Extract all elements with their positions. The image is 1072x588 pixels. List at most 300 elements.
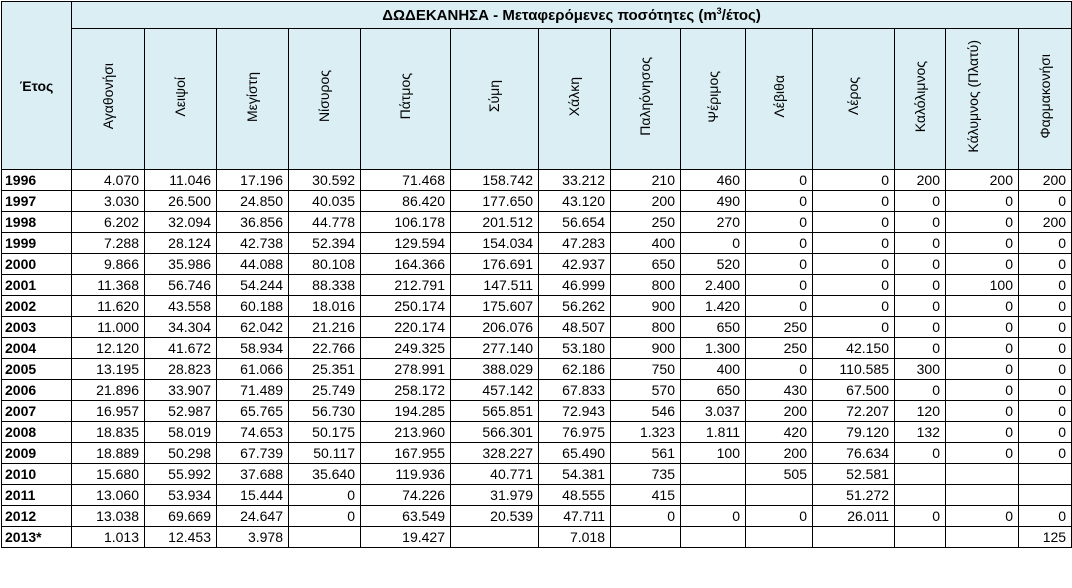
year-cell: 2005 bbox=[2, 359, 72, 380]
value-cell: 17.196 bbox=[217, 170, 289, 191]
value-cell: 0 bbox=[746, 254, 813, 275]
value-cell: 200 bbox=[746, 401, 813, 422]
table-row bbox=[2, 380, 1072, 401]
value-cell: 0 bbox=[946, 212, 1019, 233]
value-cell bbox=[1019, 464, 1072, 485]
value-cell bbox=[746, 485, 813, 506]
value-cell: 26.500 bbox=[145, 191, 217, 212]
value-cell bbox=[681, 527, 746, 548]
column-header: Λέρος bbox=[813, 29, 895, 170]
value-cell bbox=[895, 527, 946, 548]
value-cell: 0 bbox=[1019, 380, 1072, 401]
value-cell: 328.227 bbox=[451, 443, 539, 464]
value-cell: 60.188 bbox=[217, 296, 289, 317]
value-cell: 33.212 bbox=[539, 170, 611, 191]
value-cell: 74.226 bbox=[361, 485, 451, 506]
year-cell: 2010 bbox=[2, 464, 72, 485]
value-cell: 58.019 bbox=[145, 422, 217, 443]
value-cell: 154.034 bbox=[451, 233, 539, 254]
value-cell: 42.738 bbox=[217, 233, 289, 254]
value-cell: 0 bbox=[813, 296, 895, 317]
value-cell: 0 bbox=[895, 212, 946, 233]
table-row bbox=[2, 401, 1072, 422]
value-cell: 0 bbox=[895, 233, 946, 254]
year-cell: 1996 bbox=[2, 170, 72, 191]
value-cell bbox=[681, 464, 746, 485]
value-cell: 52.581 bbox=[813, 464, 895, 485]
value-cell: 15.680 bbox=[72, 464, 145, 485]
value-cell: 0 bbox=[746, 170, 813, 191]
value-cell: 200 bbox=[946, 170, 1019, 191]
value-cell: 0 bbox=[1019, 191, 1072, 212]
value-cell: 58.934 bbox=[217, 338, 289, 359]
value-cell: 0 bbox=[746, 212, 813, 233]
value-cell: 33.907 bbox=[145, 380, 217, 401]
table-row bbox=[2, 443, 1072, 464]
value-cell: 65.490 bbox=[539, 443, 611, 464]
value-cell: 44.778 bbox=[289, 212, 361, 233]
value-cell: 210 bbox=[611, 170, 681, 191]
value-cell: 43.120 bbox=[539, 191, 611, 212]
value-cell: 164.366 bbox=[361, 254, 451, 275]
value-cell: 67.833 bbox=[539, 380, 611, 401]
value-cell: 76.975 bbox=[539, 422, 611, 443]
value-cell: 56.654 bbox=[539, 212, 611, 233]
value-cell: 74.653 bbox=[217, 422, 289, 443]
value-cell: 0 bbox=[813, 191, 895, 212]
value-cell: 735 bbox=[611, 464, 681, 485]
table-row bbox=[2, 338, 1072, 359]
value-cell: 28.823 bbox=[145, 359, 217, 380]
value-cell: 9.866 bbox=[72, 254, 145, 275]
table-row bbox=[2, 233, 1072, 254]
value-cell: 50.175 bbox=[289, 422, 361, 443]
value-cell: 0 bbox=[946, 191, 1019, 212]
value-cell: 200 bbox=[1019, 212, 1072, 233]
value-cell: 52.987 bbox=[145, 401, 217, 422]
value-cell: 71.468 bbox=[361, 170, 451, 191]
value-cell: 67.739 bbox=[217, 443, 289, 464]
value-cell: 566.301 bbox=[451, 422, 539, 443]
value-cell: 0 bbox=[1019, 443, 1072, 464]
table-row bbox=[2, 422, 1072, 443]
year-cell: 1997 bbox=[2, 191, 72, 212]
value-cell: 650 bbox=[681, 380, 746, 401]
value-cell: 0 bbox=[895, 317, 946, 338]
value-cell bbox=[681, 485, 746, 506]
value-cell: 100 bbox=[681, 443, 746, 464]
value-cell: 200 bbox=[1019, 170, 1072, 191]
value-cell: 0 bbox=[895, 338, 946, 359]
column-header: Σύμη bbox=[451, 29, 539, 170]
value-cell: 13.195 bbox=[72, 359, 145, 380]
year-cell: 2012 bbox=[2, 506, 72, 527]
value-cell: 7.288 bbox=[72, 233, 145, 254]
value-cell: 0 bbox=[1019, 296, 1072, 317]
value-cell: 56.262 bbox=[539, 296, 611, 317]
value-cell: 460 bbox=[681, 170, 746, 191]
value-cell: 800 bbox=[611, 317, 681, 338]
value-cell: 0 bbox=[1019, 233, 1072, 254]
value-cell: 40.771 bbox=[451, 464, 539, 485]
value-cell: 3.037 bbox=[681, 401, 746, 422]
value-cell: 0 bbox=[746, 359, 813, 380]
value-cell: 0 bbox=[1019, 317, 1072, 338]
value-cell: 6.202 bbox=[72, 212, 145, 233]
value-cell: 72.943 bbox=[539, 401, 611, 422]
value-cell: 35.986 bbox=[145, 254, 217, 275]
value-cell: 0 bbox=[1019, 359, 1072, 380]
value-cell: 86.420 bbox=[361, 191, 451, 212]
column-header: Αγαθονήσι bbox=[72, 29, 145, 170]
value-cell: 52.394 bbox=[289, 233, 361, 254]
value-cell: 67.500 bbox=[813, 380, 895, 401]
value-cell: 88.338 bbox=[289, 275, 361, 296]
value-cell: 0 bbox=[946, 401, 1019, 422]
value-cell: 249.325 bbox=[361, 338, 451, 359]
value-cell bbox=[895, 485, 946, 506]
value-cell: 206.076 bbox=[451, 317, 539, 338]
value-cell: 0 bbox=[895, 275, 946, 296]
value-cell: 0 bbox=[946, 296, 1019, 317]
column-header: Πάτμος bbox=[361, 29, 451, 170]
value-cell bbox=[611, 527, 681, 548]
value-cell: 120 bbox=[895, 401, 946, 422]
value-cell: 50.298 bbox=[145, 443, 217, 464]
year-cell: 2007 bbox=[2, 401, 72, 422]
value-cell: 1.300 bbox=[681, 338, 746, 359]
table-row bbox=[2, 254, 1072, 275]
value-cell: 0 bbox=[746, 191, 813, 212]
value-cell: 7.018 bbox=[539, 527, 611, 548]
value-cell: 22.766 bbox=[289, 338, 361, 359]
value-cell: 110.585 bbox=[813, 359, 895, 380]
value-cell: 430 bbox=[746, 380, 813, 401]
value-cell bbox=[946, 485, 1019, 506]
value-cell: 0 bbox=[681, 233, 746, 254]
year-cell: 1999 bbox=[2, 233, 72, 254]
value-cell bbox=[746, 527, 813, 548]
value-cell bbox=[289, 527, 361, 548]
value-cell: 0 bbox=[946, 233, 1019, 254]
value-cell: 1.013 bbox=[72, 527, 145, 548]
value-cell: 415 bbox=[611, 485, 681, 506]
value-cell: 62.186 bbox=[539, 359, 611, 380]
value-cell: 13.060 bbox=[72, 485, 145, 506]
value-cell: 0 bbox=[946, 380, 1019, 401]
value-cell: 55.992 bbox=[145, 464, 217, 485]
column-header: Καλόλιμνος bbox=[895, 29, 946, 170]
value-cell: 0 bbox=[611, 506, 681, 527]
value-cell: 19.427 bbox=[361, 527, 451, 548]
value-cell: 132 bbox=[895, 422, 946, 443]
value-cell: 31.979 bbox=[451, 485, 539, 506]
value-cell: 250.174 bbox=[361, 296, 451, 317]
value-cell: 400 bbox=[681, 359, 746, 380]
value-cell: 30.592 bbox=[289, 170, 361, 191]
table-row bbox=[2, 359, 1072, 380]
value-cell: 561 bbox=[611, 443, 681, 464]
value-cell: 42.937 bbox=[539, 254, 611, 275]
value-cell: 213.960 bbox=[361, 422, 451, 443]
value-cell: 194.285 bbox=[361, 401, 451, 422]
table-row bbox=[2, 275, 1072, 296]
year-cell: 2008 bbox=[2, 422, 72, 443]
value-cell bbox=[946, 527, 1019, 548]
value-cell: 0 bbox=[746, 275, 813, 296]
value-cell: 800 bbox=[611, 275, 681, 296]
value-cell: 0 bbox=[946, 254, 1019, 275]
value-cell: 18.016 bbox=[289, 296, 361, 317]
value-cell: 21.216 bbox=[289, 317, 361, 338]
value-cell: 278.991 bbox=[361, 359, 451, 380]
column-header: Κάλυμνος (Πλατύ) bbox=[946, 29, 1019, 170]
value-cell: 42.150 bbox=[813, 338, 895, 359]
value-cell bbox=[451, 527, 539, 548]
column-header: Παληόνησος bbox=[611, 29, 681, 170]
value-cell: 37.688 bbox=[217, 464, 289, 485]
value-cell: 125 bbox=[1019, 527, 1072, 548]
value-cell: 119.936 bbox=[361, 464, 451, 485]
table-row bbox=[2, 296, 1072, 317]
value-cell: 16.957 bbox=[72, 401, 145, 422]
year-header: Έτος bbox=[2, 2, 72, 170]
table-row bbox=[2, 317, 1072, 338]
value-cell: 12.120 bbox=[72, 338, 145, 359]
value-cell: 220.174 bbox=[361, 317, 451, 338]
value-cell: 175.607 bbox=[451, 296, 539, 317]
value-cell: 28.124 bbox=[145, 233, 217, 254]
table-row bbox=[2, 506, 1072, 527]
value-cell: 25.351 bbox=[289, 359, 361, 380]
value-cell: 26.011 bbox=[813, 506, 895, 527]
value-cell: 176.691 bbox=[451, 254, 539, 275]
value-cell: 51.272 bbox=[813, 485, 895, 506]
value-cell: 24.647 bbox=[217, 506, 289, 527]
value-cell: 200 bbox=[895, 170, 946, 191]
column-header: Λέβιθα bbox=[746, 29, 813, 170]
year-cell: 2002 bbox=[2, 296, 72, 317]
value-cell: 0 bbox=[813, 170, 895, 191]
value-cell: 0 bbox=[746, 233, 813, 254]
column-header: Φαρμακονήσι bbox=[1019, 29, 1072, 170]
value-cell: 200 bbox=[746, 443, 813, 464]
value-cell: 11.046 bbox=[145, 170, 217, 191]
value-cell: 250 bbox=[746, 317, 813, 338]
value-cell: 565.851 bbox=[451, 401, 539, 422]
table-row bbox=[2, 212, 1072, 233]
column-header: Χάλκη bbox=[539, 29, 611, 170]
value-cell: 201.512 bbox=[451, 212, 539, 233]
table-row bbox=[2, 191, 1072, 212]
value-cell: 61.066 bbox=[217, 359, 289, 380]
value-cell: 0 bbox=[813, 233, 895, 254]
column-header: Νίσυρος bbox=[289, 29, 361, 170]
value-cell: 0 bbox=[1019, 401, 1072, 422]
value-cell: 13.038 bbox=[72, 506, 145, 527]
value-cell: 0 bbox=[946, 422, 1019, 443]
value-cell: 520 bbox=[681, 254, 746, 275]
value-cell: 0 bbox=[289, 506, 361, 527]
value-cell: 1.420 bbox=[681, 296, 746, 317]
value-cell: 21.896 bbox=[72, 380, 145, 401]
value-cell: 15.444 bbox=[217, 485, 289, 506]
value-cell: 0 bbox=[1019, 275, 1072, 296]
value-cell: 106.178 bbox=[361, 212, 451, 233]
value-cell: 650 bbox=[681, 317, 746, 338]
value-cell: 0 bbox=[813, 212, 895, 233]
table-row bbox=[2, 485, 1072, 506]
value-cell: 0 bbox=[1019, 422, 1072, 443]
year-cell: 2011 bbox=[2, 485, 72, 506]
value-cell: 1.323 bbox=[611, 422, 681, 443]
value-cell: 3.030 bbox=[72, 191, 145, 212]
value-cell: 20.539 bbox=[451, 506, 539, 527]
year-cell: 2003 bbox=[2, 317, 72, 338]
value-cell: 0 bbox=[1019, 506, 1072, 527]
value-cell: 750 bbox=[611, 359, 681, 380]
value-cell: 76.634 bbox=[813, 443, 895, 464]
value-cell: 63.549 bbox=[361, 506, 451, 527]
value-cell: 0 bbox=[946, 506, 1019, 527]
value-cell: 79.120 bbox=[813, 422, 895, 443]
value-cell: 56.746 bbox=[145, 275, 217, 296]
value-cell: 3.978 bbox=[217, 527, 289, 548]
value-cell: 388.029 bbox=[451, 359, 539, 380]
value-cell: 53.180 bbox=[539, 338, 611, 359]
value-cell: 41.672 bbox=[145, 338, 217, 359]
value-cell: 32.094 bbox=[145, 212, 217, 233]
value-cell: 0 bbox=[813, 317, 895, 338]
value-cell: 54.381 bbox=[539, 464, 611, 485]
value-cell: 34.304 bbox=[145, 317, 217, 338]
value-cell: 900 bbox=[611, 338, 681, 359]
value-cell: 277.140 bbox=[451, 338, 539, 359]
value-cell: 35.640 bbox=[289, 464, 361, 485]
value-cell: 0 bbox=[813, 254, 895, 275]
value-cell: 0 bbox=[895, 296, 946, 317]
value-cell: 570 bbox=[611, 380, 681, 401]
value-cell: 11.620 bbox=[72, 296, 145, 317]
value-cell: 0 bbox=[746, 506, 813, 527]
data-table bbox=[1, 1, 1072, 548]
year-cell: 1998 bbox=[2, 212, 72, 233]
value-cell: 167.955 bbox=[361, 443, 451, 464]
value-cell: 490 bbox=[681, 191, 746, 212]
value-cell: 48.555 bbox=[539, 485, 611, 506]
value-cell: 0 bbox=[289, 485, 361, 506]
value-cell: 48.507 bbox=[539, 317, 611, 338]
value-cell: 65.765 bbox=[217, 401, 289, 422]
value-cell: 900 bbox=[611, 296, 681, 317]
value-cell: 18.889 bbox=[72, 443, 145, 464]
value-cell: 11.000 bbox=[72, 317, 145, 338]
value-cell: 0 bbox=[895, 443, 946, 464]
value-cell: 400 bbox=[611, 233, 681, 254]
value-cell: 250 bbox=[746, 338, 813, 359]
value-cell: 250 bbox=[611, 212, 681, 233]
value-cell: 47.711 bbox=[539, 506, 611, 527]
value-cell: 0 bbox=[681, 506, 746, 527]
column-header: Λειψοί bbox=[145, 29, 217, 170]
value-cell: 0 bbox=[746, 296, 813, 317]
value-cell: 54.244 bbox=[217, 275, 289, 296]
value-cell: 0 bbox=[946, 359, 1019, 380]
value-cell: 200 bbox=[611, 191, 681, 212]
value-cell: 1.811 bbox=[681, 422, 746, 443]
value-cell: 0 bbox=[895, 191, 946, 212]
value-cell: 0 bbox=[813, 275, 895, 296]
value-cell: 69.669 bbox=[145, 506, 217, 527]
value-cell: 25.749 bbox=[289, 380, 361, 401]
value-cell: 546 bbox=[611, 401, 681, 422]
value-cell: 47.283 bbox=[539, 233, 611, 254]
value-cell: 11.368 bbox=[72, 275, 145, 296]
year-cell: 2001 bbox=[2, 275, 72, 296]
value-cell: 72.207 bbox=[813, 401, 895, 422]
value-cell: 0 bbox=[946, 443, 1019, 464]
value-cell: 650 bbox=[611, 254, 681, 275]
year-cell: 2013* bbox=[2, 527, 72, 548]
value-cell: 50.117 bbox=[289, 443, 361, 464]
value-cell: 0 bbox=[895, 506, 946, 527]
value-cell: 457.142 bbox=[451, 380, 539, 401]
value-cell: 80.108 bbox=[289, 254, 361, 275]
value-cell bbox=[895, 464, 946, 485]
value-cell: 0 bbox=[946, 317, 1019, 338]
value-cell: 36.856 bbox=[217, 212, 289, 233]
value-cell: 4.070 bbox=[72, 170, 145, 191]
value-cell: 147.511 bbox=[451, 275, 539, 296]
column-header: Ψέριμος bbox=[681, 29, 746, 170]
value-cell bbox=[813, 527, 895, 548]
value-cell: 53.934 bbox=[145, 485, 217, 506]
value-cell: 505 bbox=[746, 464, 813, 485]
value-cell: 56.730 bbox=[289, 401, 361, 422]
value-cell: 158.742 bbox=[451, 170, 539, 191]
value-cell: 43.558 bbox=[145, 296, 217, 317]
value-cell: 100 bbox=[946, 275, 1019, 296]
value-cell: 0 bbox=[895, 380, 946, 401]
value-cell: 420 bbox=[746, 422, 813, 443]
year-cell: 2000 bbox=[2, 254, 72, 275]
value-cell: 18.835 bbox=[72, 422, 145, 443]
value-cell: 2.400 bbox=[681, 275, 746, 296]
value-cell: 270 bbox=[681, 212, 746, 233]
value-cell: 12.453 bbox=[145, 527, 217, 548]
value-cell bbox=[946, 464, 1019, 485]
value-cell: 300 bbox=[895, 359, 946, 380]
value-cell: 0 bbox=[1019, 254, 1072, 275]
value-cell: 258.172 bbox=[361, 380, 451, 401]
value-cell: 46.999 bbox=[539, 275, 611, 296]
table-row bbox=[2, 464, 1072, 485]
value-cell bbox=[1019, 485, 1072, 506]
value-cell: 0 bbox=[1019, 338, 1072, 359]
table-row bbox=[2, 527, 1072, 548]
value-cell: 44.088 bbox=[217, 254, 289, 275]
value-cell: 62.042 bbox=[217, 317, 289, 338]
value-cell: 24.850 bbox=[217, 191, 289, 212]
year-cell: 2004 bbox=[2, 338, 72, 359]
value-cell: 40.035 bbox=[289, 191, 361, 212]
value-cell: 0 bbox=[946, 338, 1019, 359]
column-header: Μεγίστη bbox=[217, 29, 289, 170]
table-title: ΔΩΔΕΚΑΝΗΣΑ - Μεταφερόμενες ποσότητες $(m^3/έ\tau o\varsigma)$ bbox=[72, 2, 1072, 29]
table-row bbox=[2, 170, 1072, 191]
value-cell: 71.489 bbox=[217, 380, 289, 401]
value-cell: 177.650 bbox=[451, 191, 539, 212]
